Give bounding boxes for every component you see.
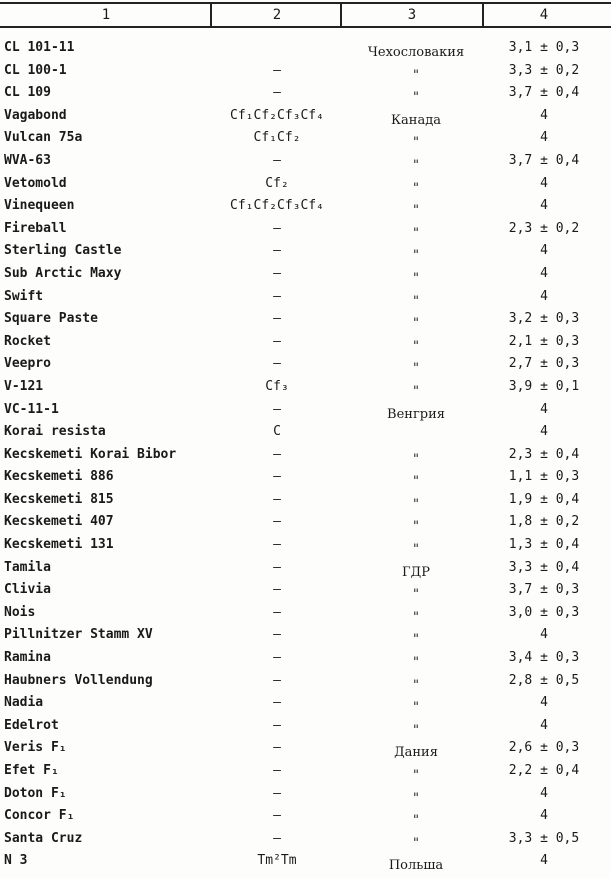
score: 4 bbox=[540, 107, 548, 123]
score: 4 bbox=[540, 424, 548, 440]
variety-name: Haubners Vollendung bbox=[4, 672, 153, 688]
resistance-genes: – bbox=[273, 627, 281, 643]
country: " bbox=[413, 609, 419, 625]
score: 1,9 ± 0,4 bbox=[508, 491, 580, 507]
resistance-genes: – bbox=[273, 785, 281, 801]
table-row bbox=[0, 105, 611, 128]
score: 4 bbox=[540, 265, 548, 281]
table-row bbox=[0, 421, 611, 444]
variety-name: Swift bbox=[4, 288, 44, 304]
resistance-genes: Cf₁Cf₂Cf₃Cf₄ bbox=[230, 107, 324, 123]
table-row bbox=[0, 399, 611, 422]
variety-name: Concor F₁ bbox=[4, 808, 75, 824]
variety-name: V-121 bbox=[4, 378, 44, 394]
score: 4 bbox=[540, 627, 548, 643]
table-row bbox=[0, 692, 611, 715]
variety-name: Kecskemeti 407 bbox=[4, 514, 114, 530]
variety-name: Vetomold bbox=[4, 175, 67, 191]
variety-name: N 3 bbox=[4, 853, 28, 869]
variety-name: Santa Cruz bbox=[4, 830, 83, 846]
resistance-genes: – bbox=[273, 582, 281, 598]
table-row bbox=[0, 286, 611, 309]
score: 4 bbox=[540, 695, 548, 711]
table-row bbox=[0, 511, 611, 534]
score: 1,8 ± 0,2 bbox=[508, 514, 580, 530]
country: " bbox=[413, 135, 419, 151]
country: " bbox=[413, 474, 419, 490]
score: 4 bbox=[540, 288, 548, 304]
variety-name: Clivia bbox=[4, 582, 51, 598]
resistance-genes: – bbox=[273, 830, 281, 846]
score: 3,0 ± 0,3 bbox=[508, 604, 580, 620]
country: " bbox=[413, 316, 419, 332]
score: 4 bbox=[540, 853, 548, 869]
table-header bbox=[0, 2, 611, 28]
country: Польша bbox=[388, 858, 444, 874]
resistance-genes: – bbox=[273, 559, 281, 575]
score: 3,3 ± 0,2 bbox=[508, 62, 580, 78]
header-col-2: 2 bbox=[272, 7, 282, 23]
score: 2,1 ± 0,3 bbox=[508, 333, 580, 349]
table-row bbox=[0, 602, 611, 625]
table-row bbox=[0, 647, 611, 670]
score: 4 bbox=[540, 130, 548, 146]
table-row bbox=[0, 489, 611, 512]
score: 3,7 ± 0,4 bbox=[508, 85, 580, 101]
resistance-genes: – bbox=[273, 491, 281, 507]
country: " bbox=[413, 587, 419, 603]
table-row bbox=[0, 173, 611, 196]
resistance-genes: – bbox=[273, 243, 281, 259]
variety-name: WVA-63 bbox=[4, 152, 51, 168]
table-row bbox=[0, 195, 611, 218]
score: 3,4 ± 0,3 bbox=[508, 650, 580, 666]
variety-name: Fireball bbox=[4, 220, 67, 236]
table-row bbox=[0, 805, 611, 828]
variety-name: Pillnitzer Stamm XV bbox=[4, 627, 153, 643]
country: " bbox=[413, 383, 419, 399]
table-row bbox=[0, 534, 611, 557]
variety-name: VC-11-1 bbox=[4, 401, 59, 417]
country: " bbox=[413, 157, 419, 173]
resistance-genes: – bbox=[273, 763, 281, 778]
variety-name: Nadia bbox=[4, 695, 44, 711]
country: " bbox=[413, 451, 419, 467]
resistance-genes: – bbox=[273, 152, 281, 168]
resistance-genes: – bbox=[273, 537, 281, 553]
country: Канада bbox=[391, 112, 441, 128]
table-body bbox=[0, 37, 611, 873]
country: " bbox=[413, 632, 419, 648]
resistance-genes: – bbox=[273, 740, 281, 756]
score: 4 bbox=[540, 198, 548, 214]
header-col-4: 4 bbox=[539, 7, 549, 23]
variety-name: Edelrot bbox=[4, 717, 59, 733]
table-row bbox=[0, 850, 611, 873]
score: 4 bbox=[540, 243, 548, 259]
table-row bbox=[0, 308, 611, 331]
country: " bbox=[413, 835, 419, 851]
country: " bbox=[413, 248, 419, 264]
header-col-1: 1 bbox=[101, 7, 111, 23]
resistance-genes: Cf₃ bbox=[265, 378, 289, 394]
table-row bbox=[0, 60, 611, 83]
country: " bbox=[413, 496, 419, 512]
score: 4 bbox=[540, 401, 548, 417]
table-row bbox=[0, 331, 611, 354]
variety-name: Kecskemeti Korai Bibor bbox=[4, 446, 177, 462]
table-row bbox=[0, 353, 611, 376]
country: " bbox=[413, 203, 419, 219]
country: " bbox=[413, 655, 419, 671]
table-row bbox=[0, 737, 611, 760]
score: 4 bbox=[540, 717, 548, 733]
table-row bbox=[0, 240, 611, 263]
score: 1,1 ± 0,3 bbox=[508, 469, 580, 485]
score: 4 bbox=[540, 808, 548, 824]
table-row bbox=[0, 624, 611, 647]
score: 2,8 ± 0,5 bbox=[508, 672, 580, 688]
table-row bbox=[0, 82, 611, 105]
resistance-genes: – bbox=[273, 85, 281, 101]
table-row bbox=[0, 579, 611, 602]
variety-name: Korai resista bbox=[4, 424, 106, 440]
table-row bbox=[0, 218, 611, 241]
resistance-genes: – bbox=[273, 695, 281, 711]
resistance-genes: – bbox=[273, 220, 281, 236]
resistance-genes: – bbox=[273, 356, 281, 372]
resistance-genes: – bbox=[273, 62, 281, 78]
table-row bbox=[0, 150, 611, 173]
score: 2,6 ± 0,3 bbox=[508, 740, 580, 756]
table-row bbox=[0, 263, 611, 286]
resistance-genes: – bbox=[273, 514, 281, 530]
score: 2,3 ± 0,4 bbox=[508, 446, 580, 462]
resistance-genes: – bbox=[273, 333, 281, 349]
score: 1,3 ± 0,4 bbox=[508, 537, 580, 553]
country: " bbox=[413, 90, 419, 106]
country: " bbox=[413, 270, 419, 286]
resistance-genes: – bbox=[273, 265, 281, 281]
variety-name: CL 101-11 bbox=[4, 40, 75, 55]
country: " bbox=[413, 790, 419, 806]
country: " bbox=[413, 67, 419, 83]
resistance-genes: Cf₁Cf₂ bbox=[253, 130, 301, 146]
country: " bbox=[413, 722, 419, 738]
variety-name: Sterling Castle bbox=[4, 243, 122, 259]
resistance-genes: Cf₁Cf₂Cf₃Cf₄ bbox=[230, 198, 324, 214]
score: 3,1 ± 0,3 bbox=[508, 40, 580, 55]
resistance-genes: – bbox=[273, 311, 281, 327]
variety-name: Kecskemeti 815 bbox=[4, 491, 114, 507]
variety-name: Vinequeen bbox=[4, 198, 75, 214]
variety-name: Rocket bbox=[4, 333, 51, 349]
country: " bbox=[413, 542, 419, 558]
variety-name: Kecskemeti 886 bbox=[4, 469, 114, 485]
resistance-genes: Tm²Tm bbox=[257, 853, 297, 869]
score: 2,2 ± 0,4 bbox=[508, 763, 580, 778]
country: " bbox=[413, 225, 419, 241]
header-col-3: 3 bbox=[407, 7, 417, 23]
country: " bbox=[413, 180, 419, 196]
variety-name: Veepro bbox=[4, 356, 51, 372]
country: " bbox=[413, 813, 419, 829]
resistance-genes: – bbox=[273, 446, 281, 462]
score: 3,7 ± 0,4 bbox=[508, 152, 580, 168]
score: 3,3 ± 0,5 bbox=[508, 830, 580, 846]
score: 4 bbox=[540, 785, 548, 801]
variety-name: Vagabond bbox=[4, 107, 67, 123]
resistance-genes: – bbox=[273, 401, 281, 417]
variety-name: Tamila bbox=[4, 559, 51, 575]
resistance-genes: – bbox=[273, 717, 281, 733]
score: 3,2 ± 0,3 bbox=[508, 311, 580, 327]
country: " bbox=[413, 677, 419, 693]
variety-name: Square Paste bbox=[4, 311, 98, 327]
table-row bbox=[0, 557, 611, 580]
resistance-genes: – bbox=[273, 672, 281, 688]
resistance-genes: – bbox=[273, 808, 281, 824]
score: 2,7 ± 0,3 bbox=[508, 356, 580, 372]
score: 3,7 ± 0,3 bbox=[508, 582, 580, 598]
table-row bbox=[0, 37, 611, 60]
table-row bbox=[0, 783, 611, 806]
variety-name: Veris F₁ bbox=[4, 740, 67, 756]
resistance-genes: Cf₂ bbox=[265, 175, 289, 191]
variety-name: CL 100-1 bbox=[4, 62, 67, 78]
table-row bbox=[0, 760, 611, 783]
country: " bbox=[413, 338, 419, 354]
variety-name: Ramina bbox=[4, 650, 51, 666]
variety-name: Sub Arctic Maxy bbox=[4, 265, 122, 281]
table-row bbox=[0, 670, 611, 693]
variety-name: Efet F₁ bbox=[4, 763, 59, 778]
table-row bbox=[0, 466, 611, 489]
variety-name: Vulcan 75a bbox=[4, 130, 83, 146]
resistance-genes: – bbox=[273, 288, 281, 304]
country: Чехословакия bbox=[367, 45, 465, 60]
table-row bbox=[0, 715, 611, 738]
score: 3,3 ± 0,4 bbox=[508, 559, 580, 575]
variety-name: CL 109 bbox=[4, 85, 51, 101]
score: 4 bbox=[540, 175, 548, 191]
resistance-genes: – bbox=[273, 650, 281, 666]
country: " bbox=[413, 361, 419, 377]
variety-name: Doton F₁ bbox=[4, 785, 67, 801]
table-row bbox=[0, 127, 611, 150]
country: Венгрия bbox=[387, 406, 445, 422]
country: Дания bbox=[394, 745, 438, 761]
score: 2,3 ± 0,2 bbox=[508, 220, 580, 236]
country: ГДР bbox=[402, 564, 430, 580]
resistance-genes: C bbox=[273, 424, 281, 440]
variety-name: Nois bbox=[4, 604, 36, 620]
resistance-genes: – bbox=[273, 604, 281, 620]
score: 3,9 ± 0,1 bbox=[508, 378, 580, 394]
country: " bbox=[413, 768, 419, 783]
table-row bbox=[0, 376, 611, 399]
table-row bbox=[0, 828, 611, 851]
country: " bbox=[413, 700, 419, 716]
country: " bbox=[413, 519, 419, 535]
country: " bbox=[413, 293, 419, 309]
resistance-genes: – bbox=[273, 469, 281, 485]
table-row bbox=[0, 444, 611, 467]
variety-name: Kecskemeti 131 bbox=[4, 537, 114, 553]
